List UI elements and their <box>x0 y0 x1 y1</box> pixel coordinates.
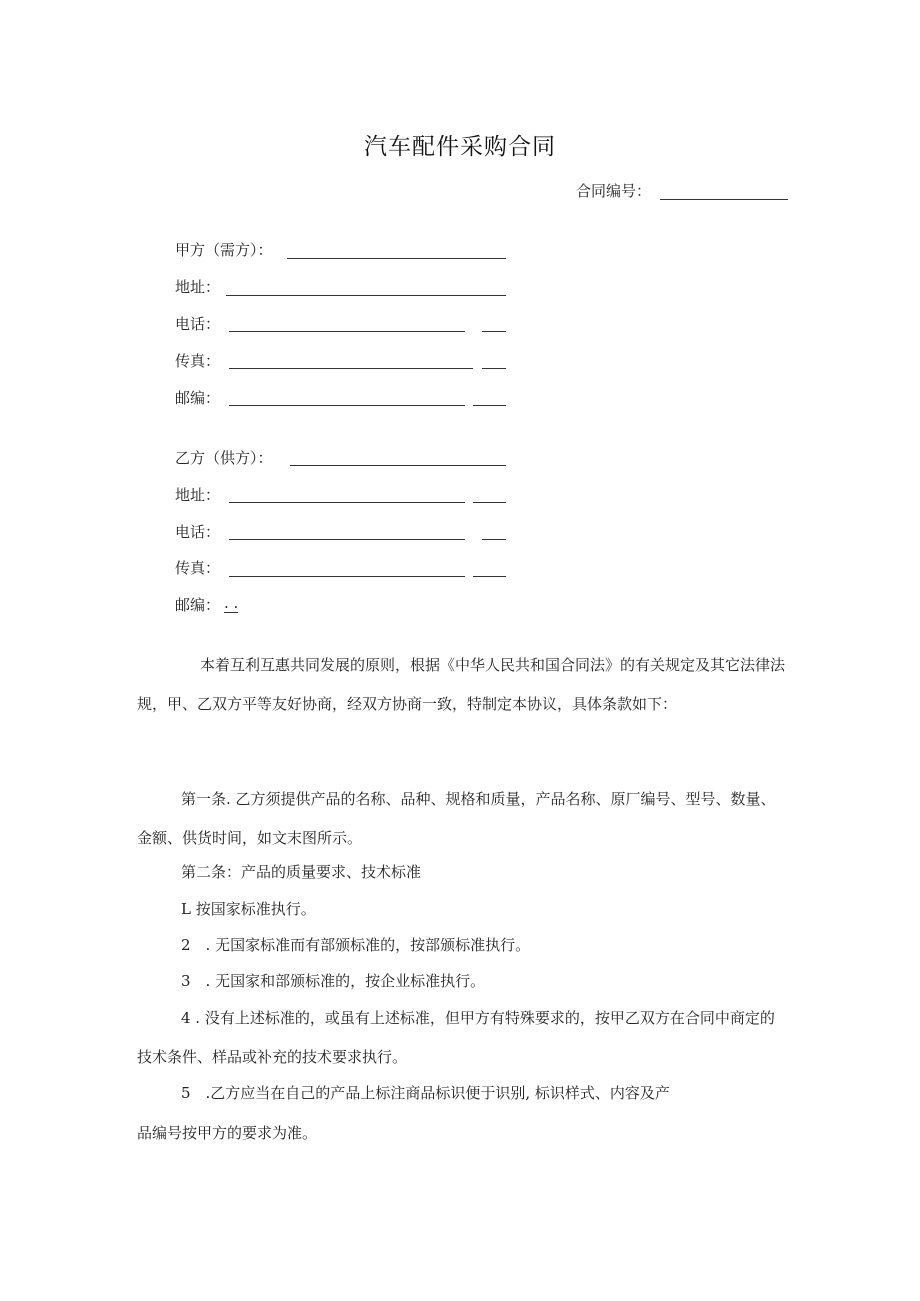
intro-paragraph: 本着互利互惠共同发展的原则，根据《中华人民共和国合同法》的有关规定及其它法律法规，甲、乙双方平等友好协商，经双方协商一致，特制定本协议，具体条款如下： <box>137 656 786 713</box>
party-b-postcode-field[interactable]: . . <box>224 594 239 612</box>
party-a-phone-field[interactable] <box>229 331 465 332</box>
party-b-phone-field[interactable] <box>229 539 465 540</box>
party-a-name-field[interactable] <box>287 258 506 259</box>
contract-number-label: 合同编号： <box>576 182 652 200</box>
party-a-phone-label: 电话： <box>175 315 221 333</box>
party-a-postcode-field[interactable] <box>229 405 465 406</box>
party-b-fax-field[interactable] <box>229 576 465 577</box>
party-b-fax-field-tail <box>473 576 506 577</box>
standard-item-5-line-2: 品编号按甲方的要求为准。 <box>137 1124 318 1142</box>
contract-number-field[interactable] <box>660 199 788 200</box>
party-a-address-label: 地址： <box>175 278 221 296</box>
party-a-phone-field-tail <box>482 331 506 332</box>
party-a-fax-label: 传真： <box>175 352 221 370</box>
party-a-postcode-field-tail <box>473 405 506 406</box>
article-2-heading: 第二条：产品的质量要求、技术标准 <box>181 863 422 881</box>
party-a-postcode-label: 邮编： <box>175 389 221 407</box>
party-b-phone-label: 电话： <box>175 523 221 541</box>
party-b-name-field[interactable] <box>290 465 506 466</box>
party-b-phone-field-tail <box>482 539 506 540</box>
party-b-address-field[interactable] <box>229 502 465 503</box>
party-a-fax-field[interactable] <box>229 368 473 369</box>
party-b-address-label: 地址： <box>175 486 221 504</box>
standard-item-4: 4 . 没有上述标准的，或虽有上述标准，但甲方有特殊要求的，按甲乙双方在合同中商定的技术条件、样品或补充的技术要求执行。 <box>137 1009 775 1066</box>
standard-item-3: 3 . 无国家和部颁标准的，按企业标准执行。 <box>181 972 486 990</box>
party-a-fax-field-tail <box>482 368 506 369</box>
party-b-fax-label: 传真： <box>175 559 221 577</box>
party-b-heading: 乙方（供方）： <box>175 449 273 467</box>
party-b-postcode-label: 邮编： <box>175 596 221 614</box>
article-1-paragraph: 第一条. 乙方须提供产品的名称、品种、规格和质量，产品名称、原厂编号、型号、数量、金额、供货时间，如文末图所示。 <box>137 790 776 847</box>
standard-item-1: L 按国家标准执行。 <box>181 900 316 918</box>
standard-item-2: 2 . 无国家标准而有部颁标准的，按部颁标准执行。 <box>181 936 531 954</box>
document-title: 汽车配件采购合同 <box>364 134 556 160</box>
party-b-address-field-tail <box>473 502 506 503</box>
standard-item-5-line-1: 5 .乙方应当在自己的产品上标注商品标识便于识别, 标识样式、内容及产 <box>181 1084 670 1102</box>
party-a-heading: 甲方（需方）： <box>175 241 273 259</box>
party-a-address-field[interactable] <box>226 295 506 296</box>
